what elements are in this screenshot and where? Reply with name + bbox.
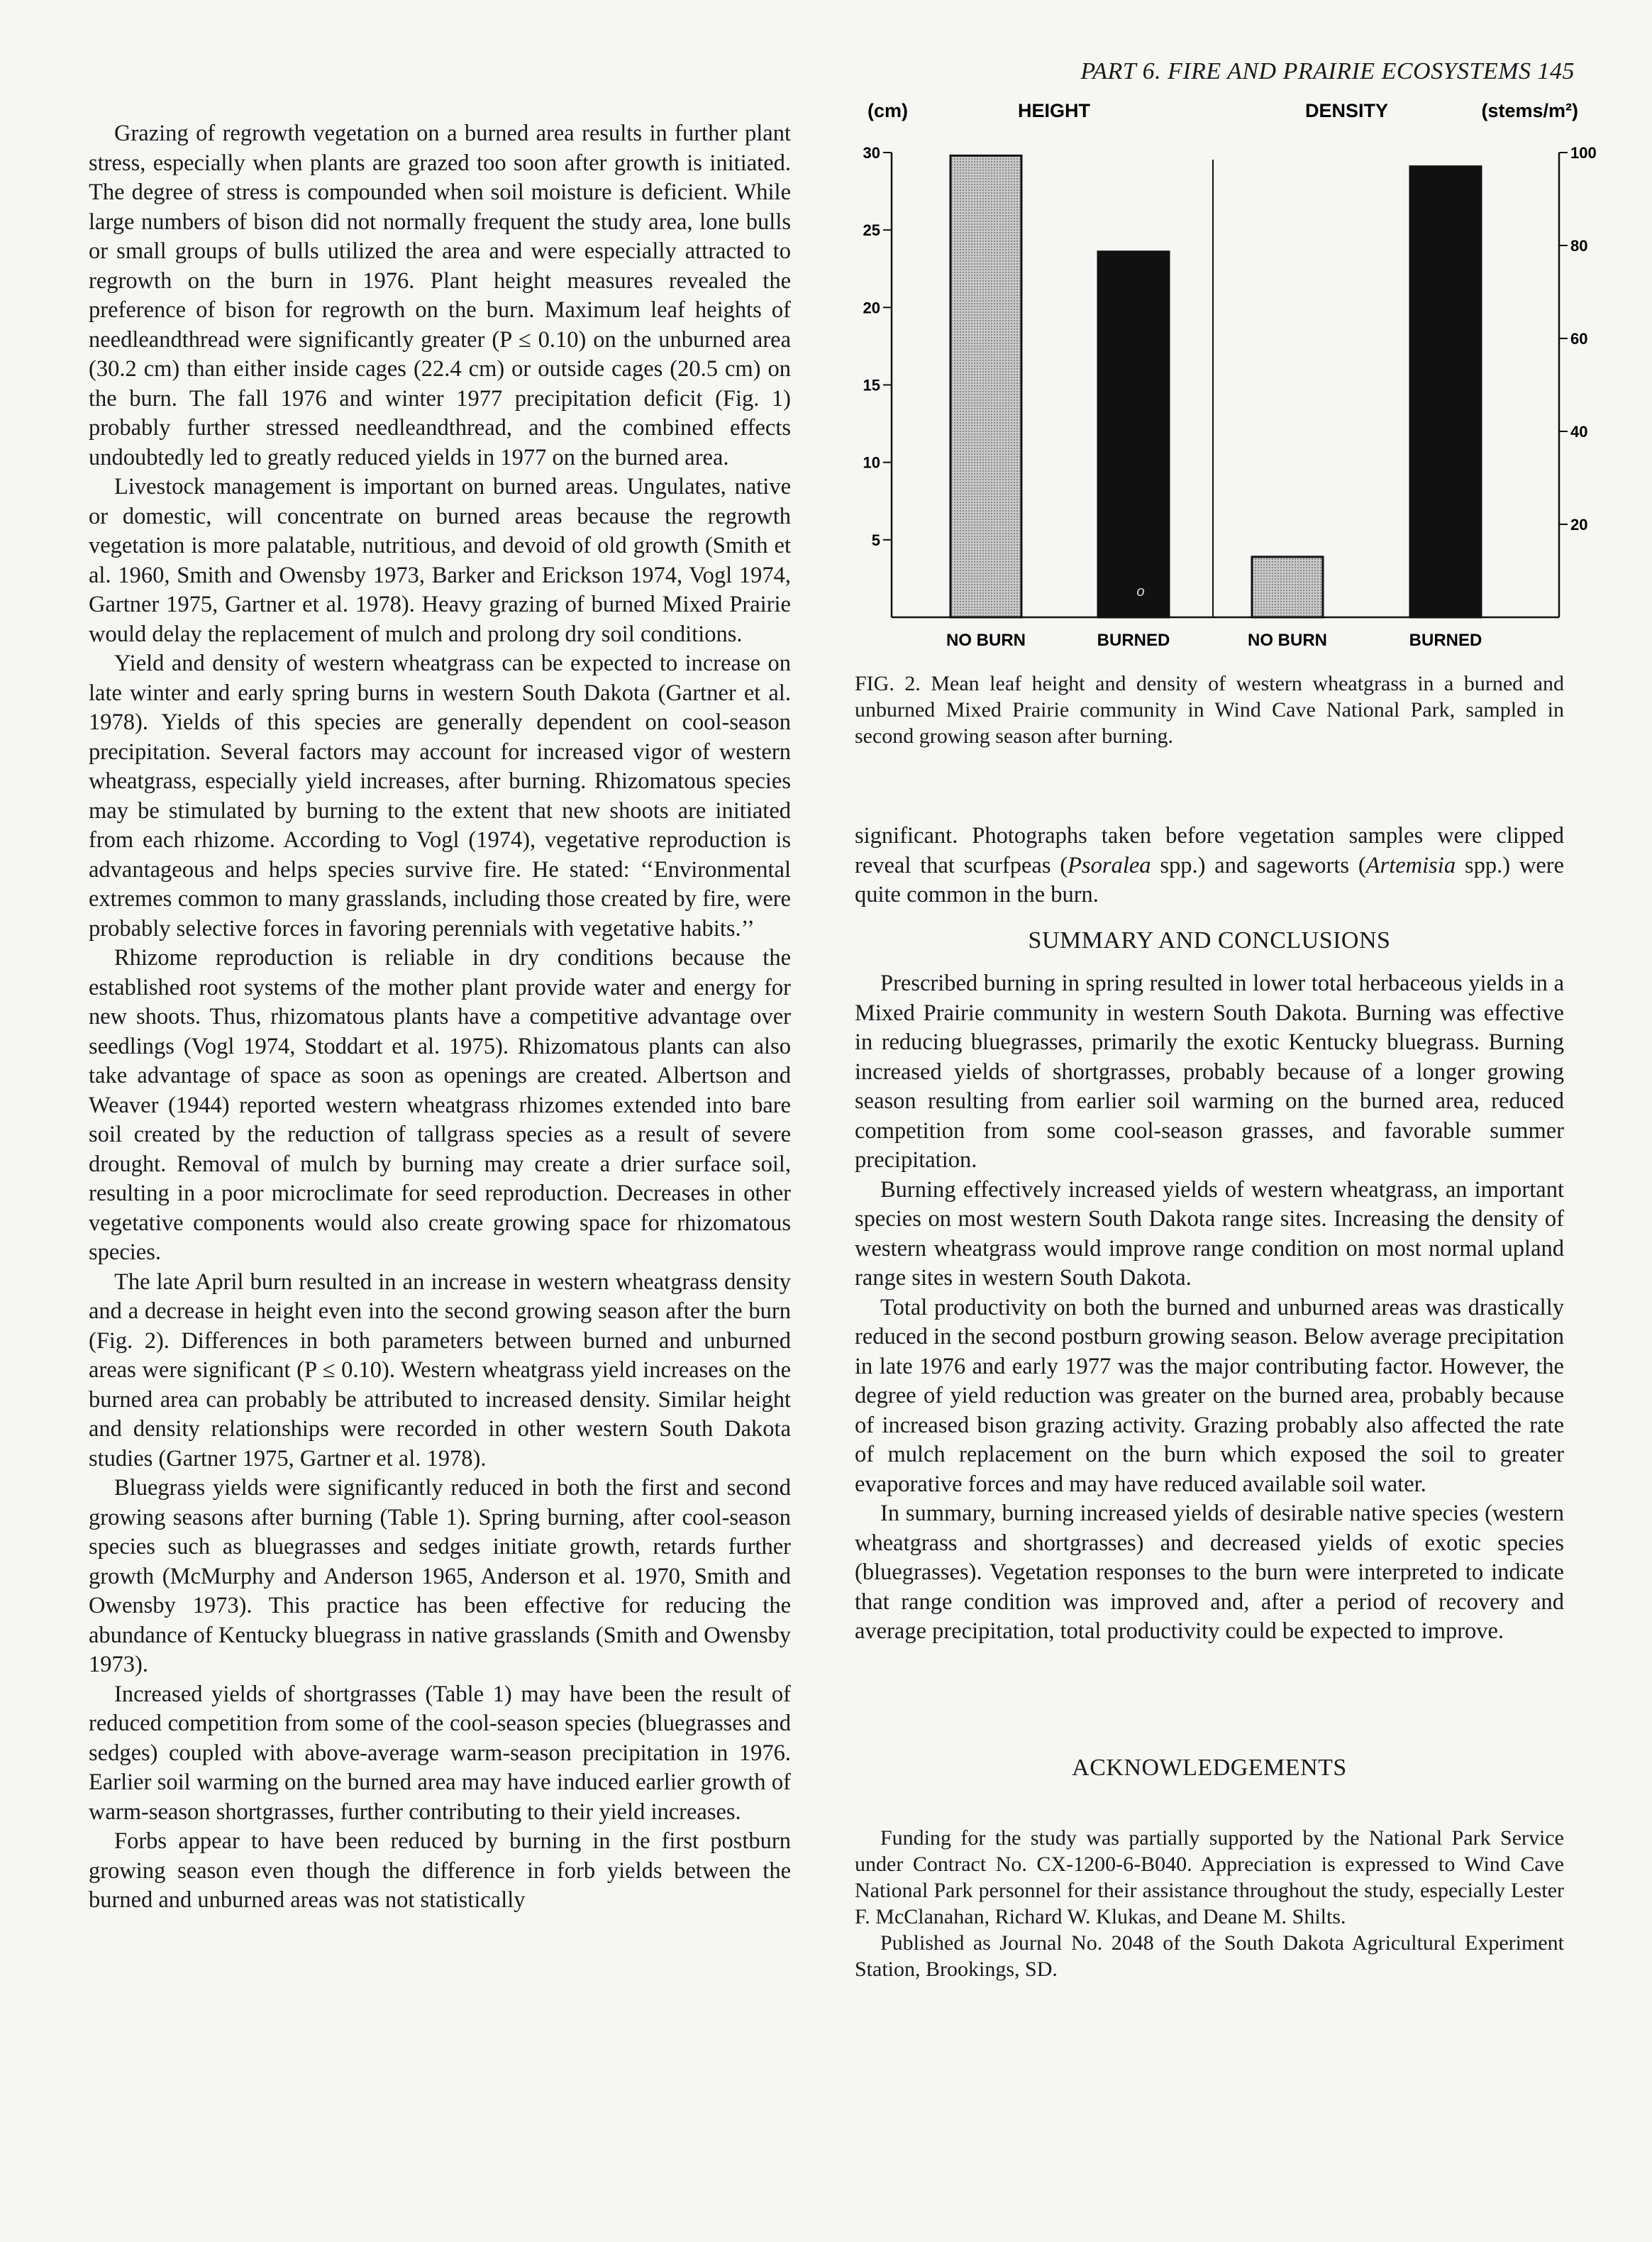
body-paragraph: Increased yields of shortgrasses (Table 1) may have been the result of reduced competition from some of the cool-season species (bluegrasses and sedges) coupled with above-average warm-season precipitation in 1976. Earlier soil warming on the burned area may have induced earlier growth of warm-season shortgrasses, further contributing to their yield increases. [89,1681,791,1825]
summary-paragraph: In summary, burning increased yields of desirable native species (western wheatgrass and shortgrasses) and decreased yields of exotic species (bluegrasses). Vegetation responses to the burn were interpreted to indicate that range condition was improved and, after a period of recovery and average precipitation, total productivity could be expected to improve. [855,1501,1564,1644]
continuation-text-end: spp.) were quite common in the burn. [855,852,1565,907]
left-tick-label: 30 [863,144,880,162]
left-tick-label: 20 [863,299,880,317]
acknowledgement-paragraph: Funding for the study was partially supported by the National Park Service under Contract No. CX-1200-6-B040. Appreciation is expressed to Wind Cave National Park personnel for their assistance throughout the study, especially Lester F. McClanahan, Richard W. Klukas, and Deane M. Shilts. [855,1826,1564,1928]
running-head: PART 6. FIRE AND PRAIRIE ECOSYSTEMS 145 [1080,58,1575,84]
left-tick-label: 5 [871,531,880,549]
right-tick-label: 40 [1570,423,1588,441]
right-tick-label: 100 [1570,144,1597,162]
figure-2-chart [855,96,1597,756]
left-tick-label: 10 [863,453,880,472]
right-axis-unit: (stems/m²) [1481,100,1578,121]
x-category-label: NO BURN [946,631,1026,650]
genus-psoralea: Psoralea [1068,852,1151,878]
summary-paragraph: Total productivity on both the burned and unburned areas was drastically reduced in the second postburn growing season. Below average precipitation in late 1976 and early 1977 was the major contributing factor. However, the degree of yield reduction was greater on the burned area, probably because of increased bison grazing activity. Grazing probably also affected the rate of mulch replacement on the burn which exposed the soil to greater evaporative forces and may have reduced available soil water. [855,1294,1564,1497]
right-column [855,822,1564,1982]
left-tick-label: 15 [863,376,880,394]
genus-artemisia: Artemisia [1365,852,1456,878]
body-paragraph: Rhizome reproduction is reliable in dry conditions because the established root systems of the mother plant provide water and energy for new shoots. Thus, rhizomatous plants have a competitive advantage over seedlings (Vogl 1974, Stoddart et al. 1975). Rhizomatous plants can also take advantage of space as soon as openings are created. Albertson and Weaver (1944) reported western wheatgrass rhizomes extended into bare soil created by the reduction of tallgrass species as a result of severe drought. Removal of mulch by burning may create a drier surface soil, resulting in a poor microclimate for seed reproduction. Decreases in other vegetative components would also create growing space for rhizomatous species. [89,945,791,1265]
body-paragraph: Grazing of regrowth vegetation on a burned area results in further plant stress, especially when plants are grazed too soon after growth is initiated. The degree of stress is compounded when soil moisture is deficient. While large numbers of bison did not normally frequent the study area, lone bulls or small groups of bulls utilized the area and were especially attracted to regrowth on the burn in 1976. Plant height measures revealed the preference of bison for regrowth on the burn. Maximum leaf heights of needleandthread were significantly greater (P ≤ 0.10) on the unburned area (30.2 cm) than either inside cages (22.4 cm) or outside cages (20.5 cm) on the burn. The fall 1976 and winter 1977 precipitation deficit (Fig. 1) probably further stressed needleandthread, and the combined effects undoubtedly led to greatly reduced yields in 1977 on the burned area. [89,121,791,470]
body-paragraph: The late April burn resulted in an increase in western wheatgrass density and a decrease in height even into the second growing season after the burn (Fig. 2). Differences in both parameters between burned and unburned areas were significant (P ≤ 0.10). Western wheatgrass yield increases on the burned area can probably be attributed to increased density. Similar height and density relationships were recorded in other western South Dakota studies (Gartner 1975, Gartner et al. 1978). [89,1269,791,1471]
bar [1252,557,1323,617]
bar-annotation: o [1136,584,1145,600]
right-tick-label: 20 [1570,516,1588,534]
x-category-label: NO BURN [1248,631,1327,650]
summary-paragraph: Burning effectively increased yields of western wheatgrass, an important species on most western South Dakota range sites. Increasing the density of western wheatgrass would improve range condition on most normal upland range sites in western South Dakota. [855,1176,1564,1291]
right-tick-label: 60 [1570,330,1588,348]
body-paragraph: Forbs appear to have been reduced by burning in the first postburn growing season even though the difference in forb yields between the burned and unburned areas was not statistically [89,1828,791,1913]
chart-title-density: DENSITY [1305,100,1389,121]
summary-heading: SUMMARY AND CONCLUSIONS [1028,927,1391,954]
acknowledgements-heading: ACKNOWLEDGEMENTS [1072,1754,1347,1781]
left-tick-label: 25 [863,221,880,240]
body-paragraph: Yield and density of western wheatgrass can be expected to increase on late winter and early spring burns in western South Dakota (Gartner et al. 1978). Yields of this species are generally dependent on cool-season precipitation. Several factors may account for increased vigor of western wheatgrass, especially yield increases, after burning. Rhizomatous species may be stimulated by burning to the extent that new shoots are initiated from each rhizome. According to Vogl (1974), vegetative reproduction is advantageous and helps species survive fire. He stated: ‘‘Environmental extremes common to many grasslands, including those created by fire, were probably selective forces in favoring perennials with vegetative habits.’’ [89,651,791,941]
right-tick-label: 80 [1570,237,1588,255]
summary-paragraph: Prescribed burning in spring resulted in lower total herbaceous yields in a Mixed Prairie community in western South Dakota. Burning was effective in reducing bluegrasses, primarily the exotic Kentucky bluegrass. Burning increased yields of shortgrasses, probably because of a longer growing season resulting from earlier soil warming on the burned area, reduced competition from some cool-season grasses, and favorable summer precipitation. [855,971,1564,1173]
chart-title-height: HEIGHT [1018,100,1091,121]
continuation-paragraph [855,822,1564,910]
body-paragraph: Livestock management is important on burned areas. Ungulates, native or domestic, will concentrate on burned areas because the regrowth vegetation is more palatable, nutritious, and devoid of old growth (Smith et al. 1960, Smith and Owensby 1973, Barker and Erickson 1974, Vogl 1974, Gartner 1975, Gartner et al. 1978). Heavy grazing of burned Mixed Prairie would delay the replacement of mulch and prolong dry soil conditions. [89,474,791,647]
bar [1098,252,1169,617]
bar [950,155,1021,617]
left-column [89,119,791,1916]
continuation-text-mid: spp.) and sageworts ( [1151,852,1366,878]
figure-caption: FIG. 2. Mean leaf height and density of western wheatgrass in a burned and unburned Mixed Prairie community in Wind Cave National Park, sampled in second growing season after burning. [855,672,1564,748]
x-category-label: BURNED [1409,631,1482,650]
body-paragraph: Bluegrass yields were significantly reduced in both the first and second growing seasons after burning (Table 1). Spring burning, after cool-season species such as bluegrasses and sedges initiate growth, retards further growth (McMurphy and Anderson 1965, Anderson et al. 1970, Smith and Owensby 1973). This practice has been effective for reducing the abundance of Kentucky bluegrass in native grasslands (Smith and Owensby 1973). [89,1475,791,1677]
x-category-label: BURNED [1097,631,1170,650]
left-axis-unit: (cm) [867,100,909,121]
acknowledgement-paragraph: Published as Journal No. 2048 of the South Dakota Agricultural Experiment Station, Brookings, SD. [855,1931,1564,1981]
bar-chart-svg [855,96,1597,663]
continuation-text-start: significant. Photographs taken before vegetation samples were clipped reveal that scurfpeas ( [855,823,1564,878]
bar [1410,167,1481,617]
